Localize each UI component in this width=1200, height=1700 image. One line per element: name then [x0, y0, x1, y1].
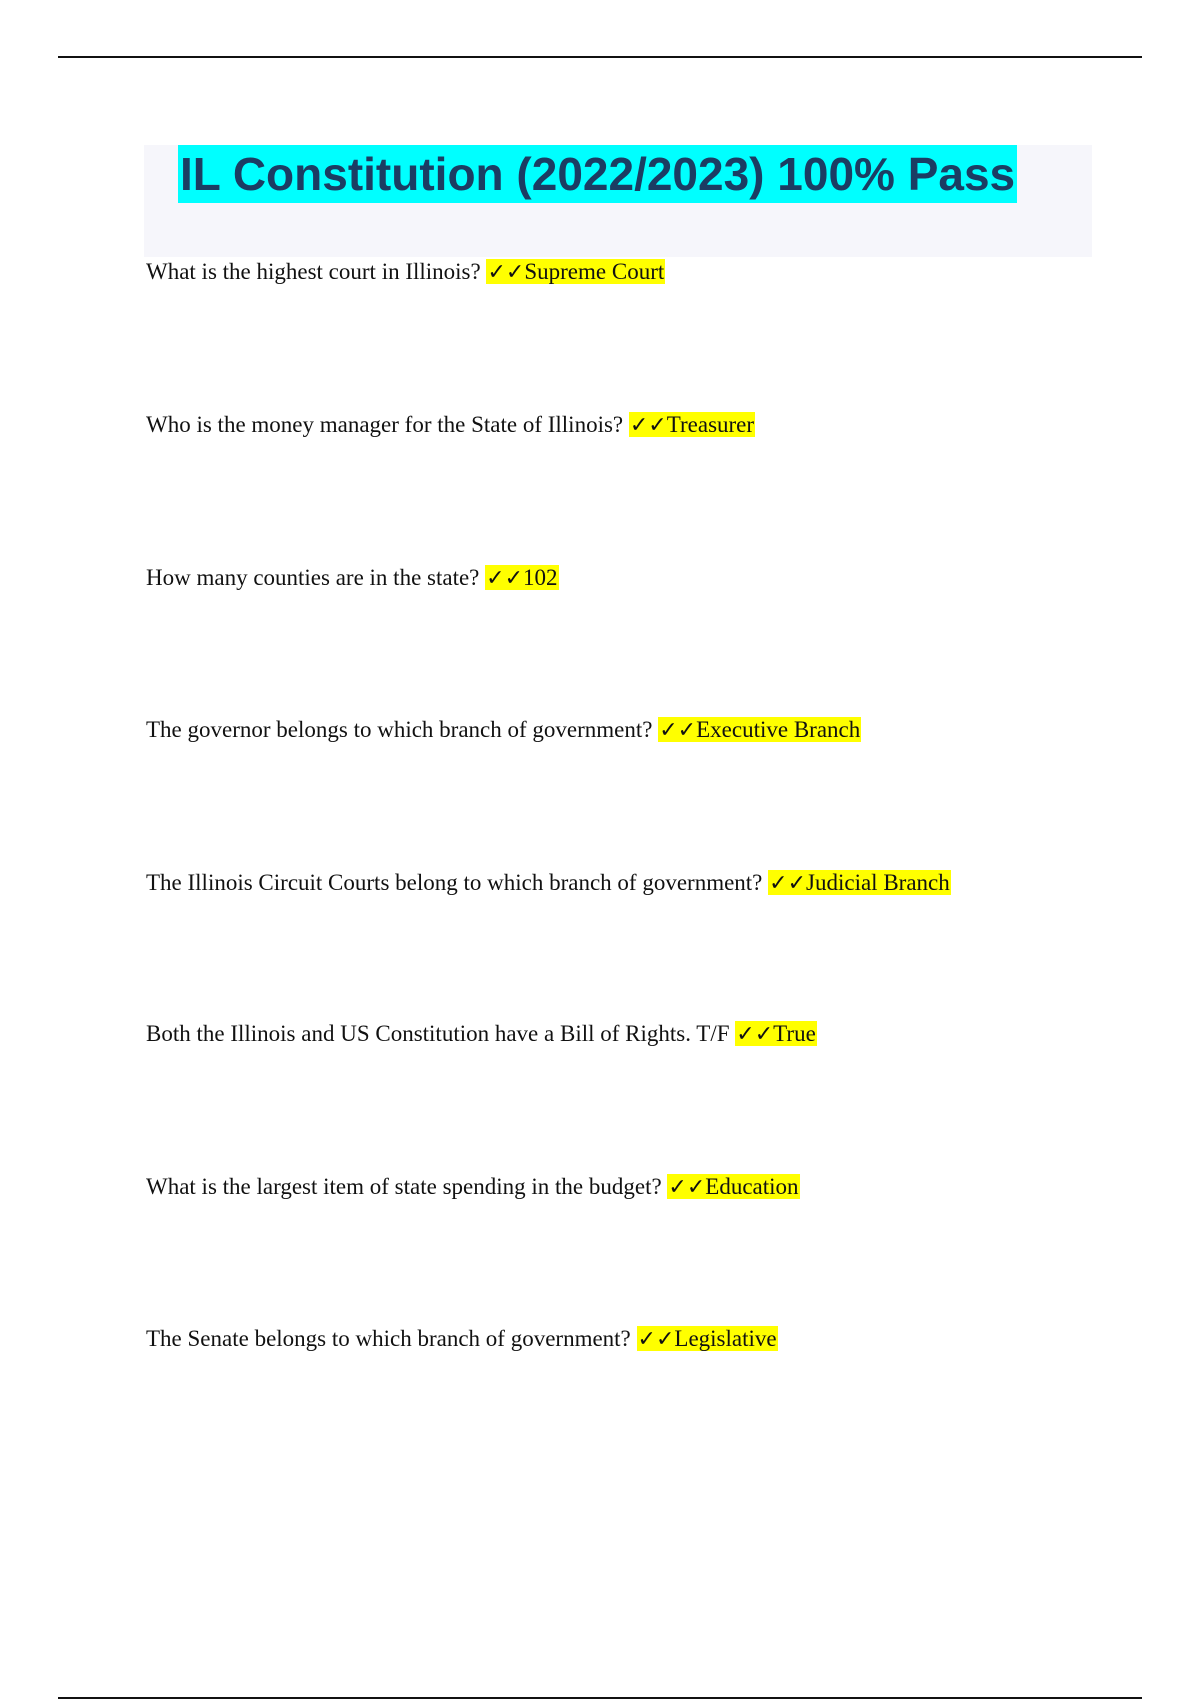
answer-highlight [485, 565, 558, 590]
qa-item-8 [146, 1324, 778, 1355]
qa-item-3 [146, 563, 559, 594]
answer-highlight [667, 1174, 799, 1199]
answer-text: Judicial Branch [806, 870, 950, 895]
answer-text: Legislative [674, 1326, 777, 1351]
double-check-icon: ✓✓ [769, 871, 807, 896]
document-title: IL Constitution (2022/2023) 100% Pass [178, 145, 1017, 203]
answer-text: True [773, 1021, 816, 1046]
double-check-icon: ✓✓ [668, 1175, 706, 1200]
question-text: What is the highest court in Illinois? [146, 259, 481, 284]
answer-highlight [658, 717, 861, 742]
top-rule [58, 56, 1142, 58]
qa-item-4 [146, 715, 861, 746]
question-text: Who is the money manager for the State of Illinois? [146, 412, 624, 437]
answer-text: Education [705, 1174, 799, 1199]
double-check-icon: ✓✓ [629, 413, 667, 438]
answer-text: 102 [523, 565, 558, 590]
double-check-icon: ✓✓ [486, 566, 524, 591]
answer-highlight [486, 259, 665, 284]
question-text: The Illinois Circuit Courts belong to which branch of government? [146, 870, 763, 895]
answer-highlight [768, 870, 951, 895]
answer-text: Treasurer [666, 412, 755, 437]
answer-text: Executive Branch [696, 717, 861, 742]
double-check-icon: ✓✓ [637, 1327, 675, 1352]
qa-item-5 [146, 868, 951, 899]
qa-item-2 [146, 410, 755, 441]
answer-highlight [629, 412, 755, 437]
title-block [144, 145, 1092, 257]
double-check-icon: ✓✓ [736, 1022, 774, 1047]
answer-highlight [637, 1326, 778, 1351]
question-text: How many counties are in the state? [146, 565, 480, 590]
double-check-icon: ✓✓ [487, 260, 525, 285]
answer-highlight [735, 1021, 816, 1046]
question-text: The governor belongs to which branch of government? [146, 717, 653, 742]
answer-text: Supreme Court [524, 259, 665, 284]
qa-item-6 [146, 1019, 817, 1050]
question-text: The Senate belongs to which branch of government? [146, 1326, 631, 1351]
question-text: What is the largest item of state spending in the budget? [146, 1174, 662, 1199]
double-check-icon: ✓✓ [659, 718, 697, 743]
bottom-rule [58, 1697, 1142, 1699]
qa-item-7 [146, 1172, 800, 1203]
qa-item-1 [146, 257, 665, 288]
question-text: Both the Illinois and US Constitution have a Bill of Rights. T/F [146, 1021, 730, 1046]
